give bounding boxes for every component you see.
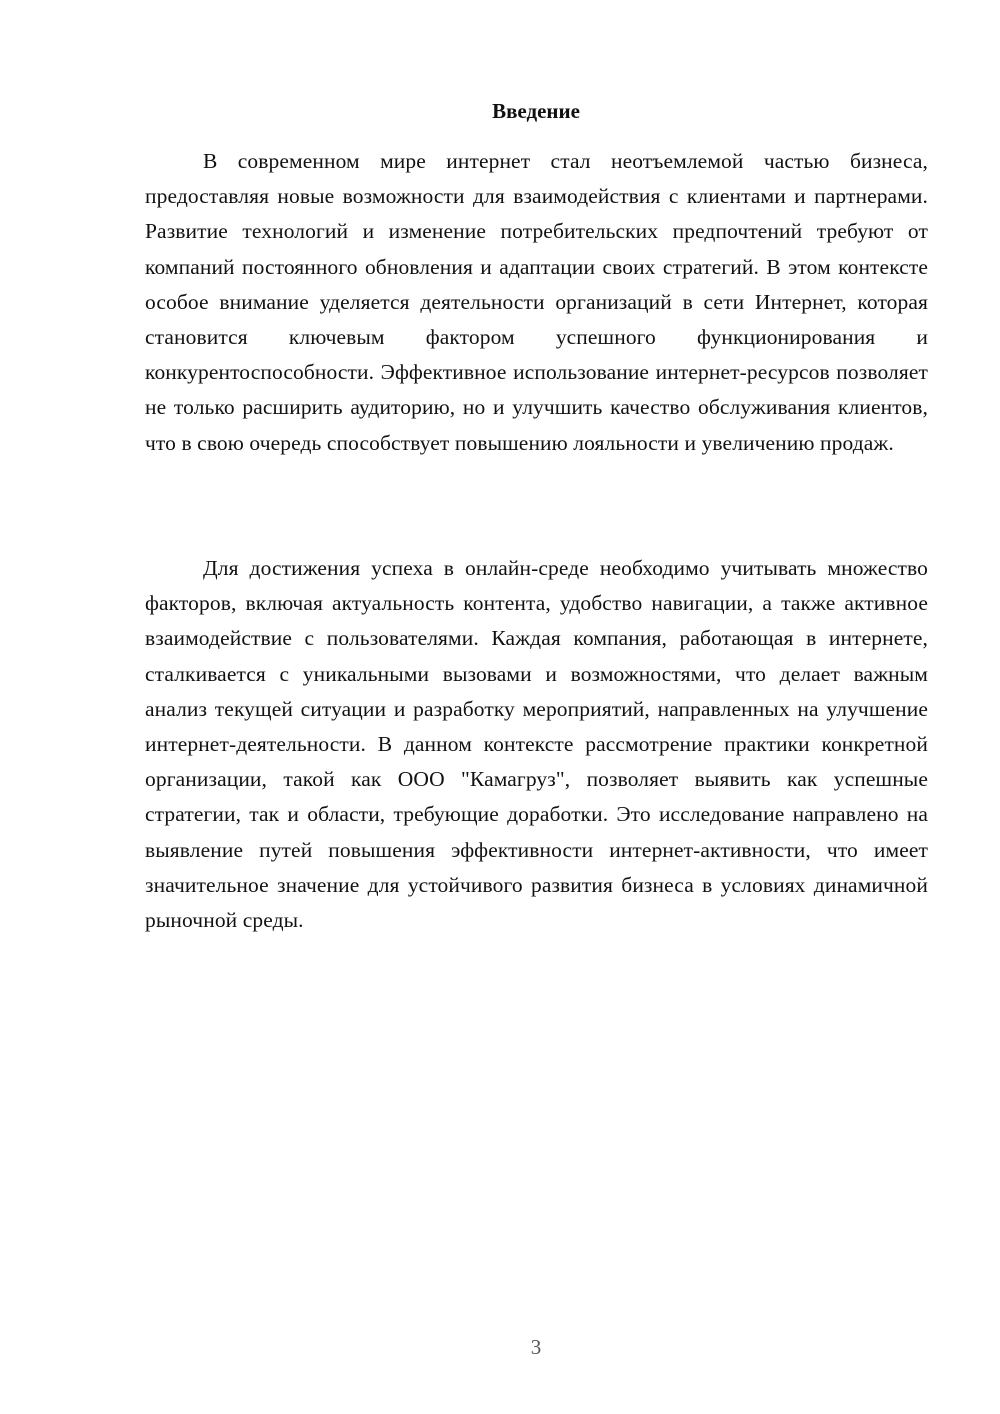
page-number: 3 [530, 1335, 542, 1359]
section-heading: Введение [492, 99, 580, 123]
paragraph-1: В современном мире интернет стал неотъемлемой частью бизнеса, предоставляя новые возможности для взаимодействия с клиентами и партнерами. Развитие технологий и изменение потребительских предпочтений требуют от компаний постоянного обновления и адаптации своих стратегий. В этом контексте особое внимание уделяется деятельности организаций в сети Интернет, которая становится ключевым фактором успешного функционирования и конкурентоспособности. Эффективное использование интернет-ресурсов позволяет не только расширить аудиторию, но и улучшить качество обслуживания клиентов, что в свою очередь способствует повышению лояльности и увеличению продаж. [145, 149, 928, 455]
paragraph-2: Для достижения успеха в онлайн-среде необходимо учитывать множество факторов, включая актуальность контента, удобство навигации, а также активное взаимодействие с пользователями. Каждая компания, работающая в интернете, сталкивается с уникальными вызовами и возможностями, что делает важным анализ текущей ситуации и разработку мероприятий, направленных на улучшение интернет-деятельности. В данном контексте рассмотрение практики конкретной организации, такой как ООО "Камагруз", позволяет выявить как успешные стратегии, так и области, требующие доработки. Это исследование направлено на выявление путей повышения эффективности интернет-активности, что имеет значительное значение для устойчивого развития бизнеса в условиях динамичной рыночной среды. [145, 556, 928, 933]
